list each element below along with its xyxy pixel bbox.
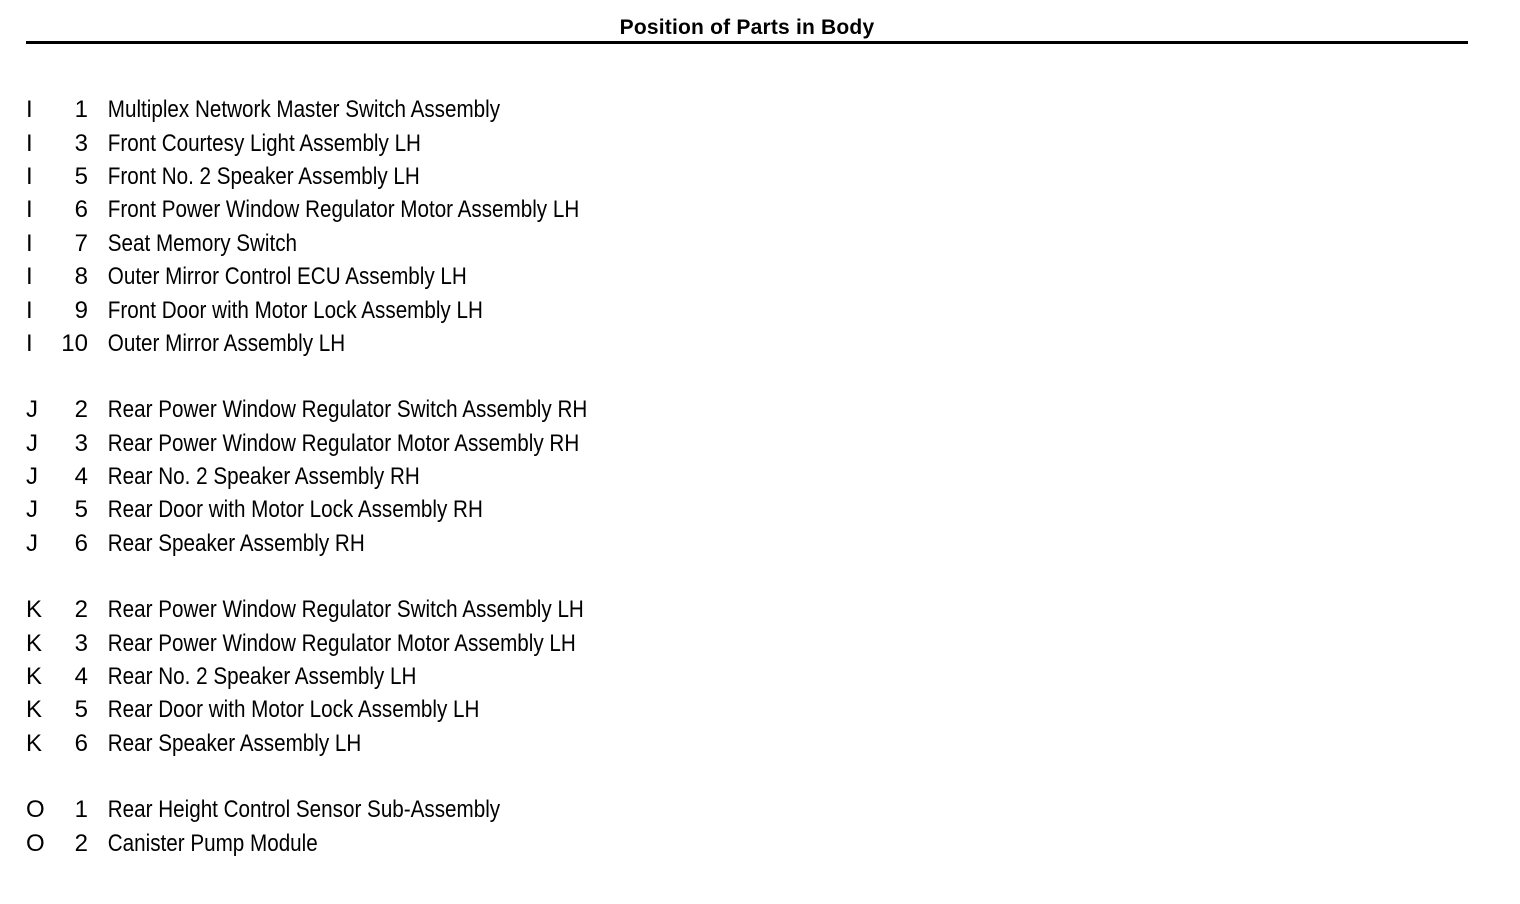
part-number: 5 <box>74 696 88 724</box>
part-row <box>26 793 926 826</box>
part-name: Rear Power Window Regulator Switch Assembly LH <box>107 596 584 624</box>
part-row <box>26 193 926 226</box>
part-number: 2 <box>74 396 88 424</box>
part-name: Canister Pump Module <box>107 829 318 857</box>
part-name: Seat Memory Switch <box>107 229 298 257</box>
location-letter: J <box>26 463 38 491</box>
location-letter: O <box>26 796 45 824</box>
part-number: 7 <box>74 229 88 257</box>
part-row <box>26 293 926 326</box>
parts-group <box>26 393 926 560</box>
location-letter: I <box>26 129 33 157</box>
part-number: 8 <box>74 263 88 291</box>
part-row <box>26 327 926 360</box>
part-number: 6 <box>74 729 88 757</box>
part-number: 2 <box>74 596 88 624</box>
location-letter: K <box>26 629 43 657</box>
part-number: 10 <box>61 329 88 357</box>
location-letter: K <box>26 696 43 724</box>
part-number: 9 <box>74 296 88 324</box>
part-name: Outer Mirror Assembly LH <box>107 329 346 357</box>
page-title: Position of Parts in Body <box>619 16 875 39</box>
part-number: 4 <box>74 463 88 491</box>
part-name: Multiplex Network Master Switch Assembly <box>107 96 501 124</box>
part-row <box>26 460 926 493</box>
location-letter: K <box>26 596 43 624</box>
location-letter: I <box>26 162 33 190</box>
part-name: Rear Power Window Regulator Motor Assembly RH <box>107 429 580 457</box>
part-row <box>26 693 926 726</box>
part-number: 3 <box>74 629 88 657</box>
part-row <box>26 393 926 426</box>
location-letter: O <box>26 829 45 857</box>
parts-group <box>26 593 926 760</box>
location-letter: I <box>26 196 33 224</box>
part-number: 3 <box>74 429 88 457</box>
location-letter: I <box>26 229 33 257</box>
part-row <box>26 126 926 159</box>
parts-group <box>26 793 926 860</box>
part-name: Rear No. 2 Speaker Assembly LH <box>107 663 417 691</box>
part-number: 1 <box>74 96 88 124</box>
part-row <box>26 427 926 460</box>
part-name: Rear Power Window Regulator Switch Assembly RH <box>107 396 588 424</box>
part-name: Front Courtesy Light Assembly LH <box>107 129 421 157</box>
location-letter: I <box>26 263 33 291</box>
part-row <box>26 227 926 260</box>
part-number: 5 <box>74 162 88 190</box>
part-row <box>26 626 926 659</box>
part-number: 1 <box>74 796 88 824</box>
part-name: Rear Door with Motor Lock Assembly RH <box>107 496 483 524</box>
part-row <box>26 727 926 760</box>
location-letter: J <box>26 496 38 524</box>
part-name: Front Power Window Regulator Motor Assembly LH <box>107 196 580 224</box>
part-row <box>26 93 926 126</box>
part-row <box>26 826 926 859</box>
part-name: Front No. 2 Speaker Assembly LH <box>107 162 420 190</box>
part-number: 5 <box>74 496 88 524</box>
location-letter: I <box>26 329 33 357</box>
location-letter: J <box>26 529 38 557</box>
location-letter: I <box>26 96 33 124</box>
part-row <box>26 593 926 626</box>
part-number: 6 <box>74 196 88 224</box>
part-name: Rear Height Control Sensor Sub-Assembly <box>107 796 501 824</box>
part-name: Front Door with Motor Lock Assembly LH <box>107 296 483 324</box>
part-name: Rear No. 2 Speaker Assembly RH <box>107 463 420 491</box>
part-name: Outer Mirror Control ECU Assembly LH <box>107 263 467 291</box>
part-name: Rear Power Window Regulator Motor Assembly LH <box>107 629 576 657</box>
part-row <box>26 660 926 693</box>
location-letter: K <box>26 729 43 757</box>
part-row <box>26 493 926 526</box>
location-letter: I <box>26 296 33 324</box>
part-name: Rear Speaker Assembly LH <box>107 729 362 757</box>
parts-list <box>26 93 926 893</box>
location-letter: J <box>26 429 38 457</box>
part-number: 4 <box>74 663 88 691</box>
parts-group <box>26 93 926 360</box>
part-row <box>26 160 926 193</box>
part-number: 2 <box>74 829 88 857</box>
part-row <box>26 527 926 560</box>
part-name: Rear Door with Motor Lock Assembly LH <box>107 696 480 724</box>
part-number: 6 <box>74 529 88 557</box>
title-divider <box>26 41 1468 44</box>
part-number: 3 <box>74 129 88 157</box>
part-row <box>26 260 926 293</box>
part-name: Rear Speaker Assembly RH <box>107 529 365 557</box>
location-letter: J <box>26 396 38 424</box>
location-letter: K <box>26 663 43 691</box>
